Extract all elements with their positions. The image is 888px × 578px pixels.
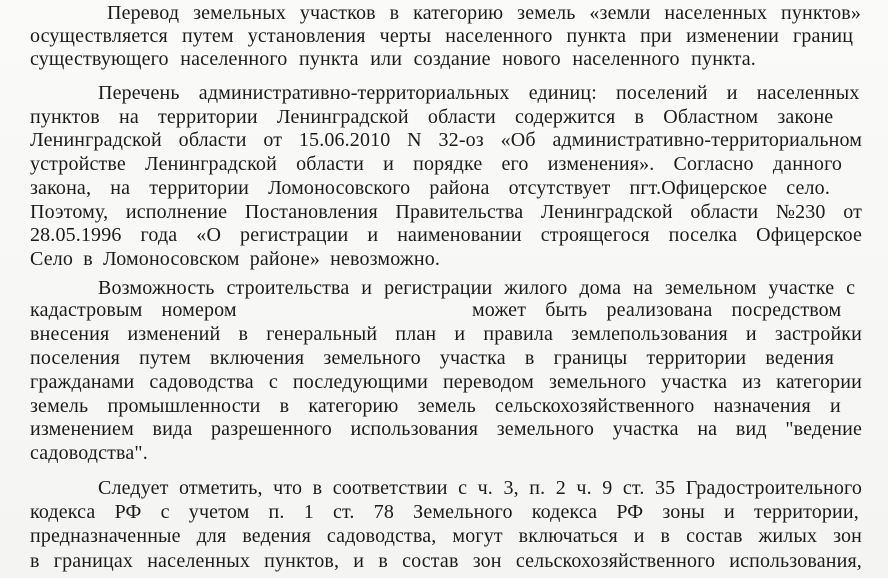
text-line: закона, на территории Ломоносовского района отсутствует пгт.Офицерское село. bbox=[30, 177, 830, 199]
text-line: может быть реализована посредством bbox=[472, 299, 842, 321]
text-line: в границах населенных пунктов, и в состав зон сельскохозяйственного использования, bbox=[30, 550, 862, 572]
text-line: гражданами садоводства с последующими переводом земельного участка из категории bbox=[30, 371, 862, 393]
text-line: Перевод земельных участков в категорию земель «земли населенных пунктов» bbox=[107, 2, 862, 24]
text-line: кодекса РФ с учетом п. 1 ст. 78 Земельного кодекса РФ зоны и территории, bbox=[30, 501, 859, 523]
text-line: 28.05.1996 года «О регистрации и наименовании строящегося поселка Офицерское bbox=[30, 224, 863, 246]
text-line: Возможность строительства и регистрации жилого дома на земельном участке с bbox=[98, 277, 856, 299]
text-line: Ленинградской области от 15.06.2010 N 32-оз «Об административно-территориальном bbox=[30, 129, 863, 151]
text-line: существующего населенного пункта или создание нового населенного пункта. bbox=[30, 48, 756, 70]
text-line: осуществляется путем установления черты населенного пункта при изменении границ bbox=[30, 25, 854, 47]
text-line: Перечень административно-территориальных единиц: поселений и населенных bbox=[98, 82, 860, 104]
text-line: устройстве Ленинградской области и порядке его изменения». Согласно данного bbox=[30, 153, 843, 175]
text-line: предназначенные для ведения садоводства, могут включаться и в состав жилых зон bbox=[30, 525, 863, 547]
text-line: изменением вида разрешенного использования земельного участка на вид "ведение bbox=[30, 418, 862, 440]
text-line: Поэтому, исполнение Постановления Правительства Ленинградской области №230 от bbox=[30, 201, 862, 223]
text-line: внесения изменений в генеральный план и правила землепользования и застройки bbox=[30, 323, 863, 345]
text-line: садоводства". bbox=[30, 442, 148, 464]
text-line: Село в Ломоносовском районе» невозможно. bbox=[30, 248, 440, 270]
text-line: поселения путем включения земельного участка в границы территории ведения bbox=[30, 347, 834, 369]
text-line: Следует отметить, что в соответствии с ч. 3, п. 2 ч. 9 ст. 35 Градостроительного bbox=[98, 477, 863, 499]
text-line: пунктов на территории Ленинградской области содержится в Областном законе bbox=[30, 106, 834, 128]
text-line: земель промышленности в категорию земель сельскохозяйственного назначения и bbox=[30, 395, 841, 417]
text-line: кадастровым номером bbox=[30, 299, 237, 321]
